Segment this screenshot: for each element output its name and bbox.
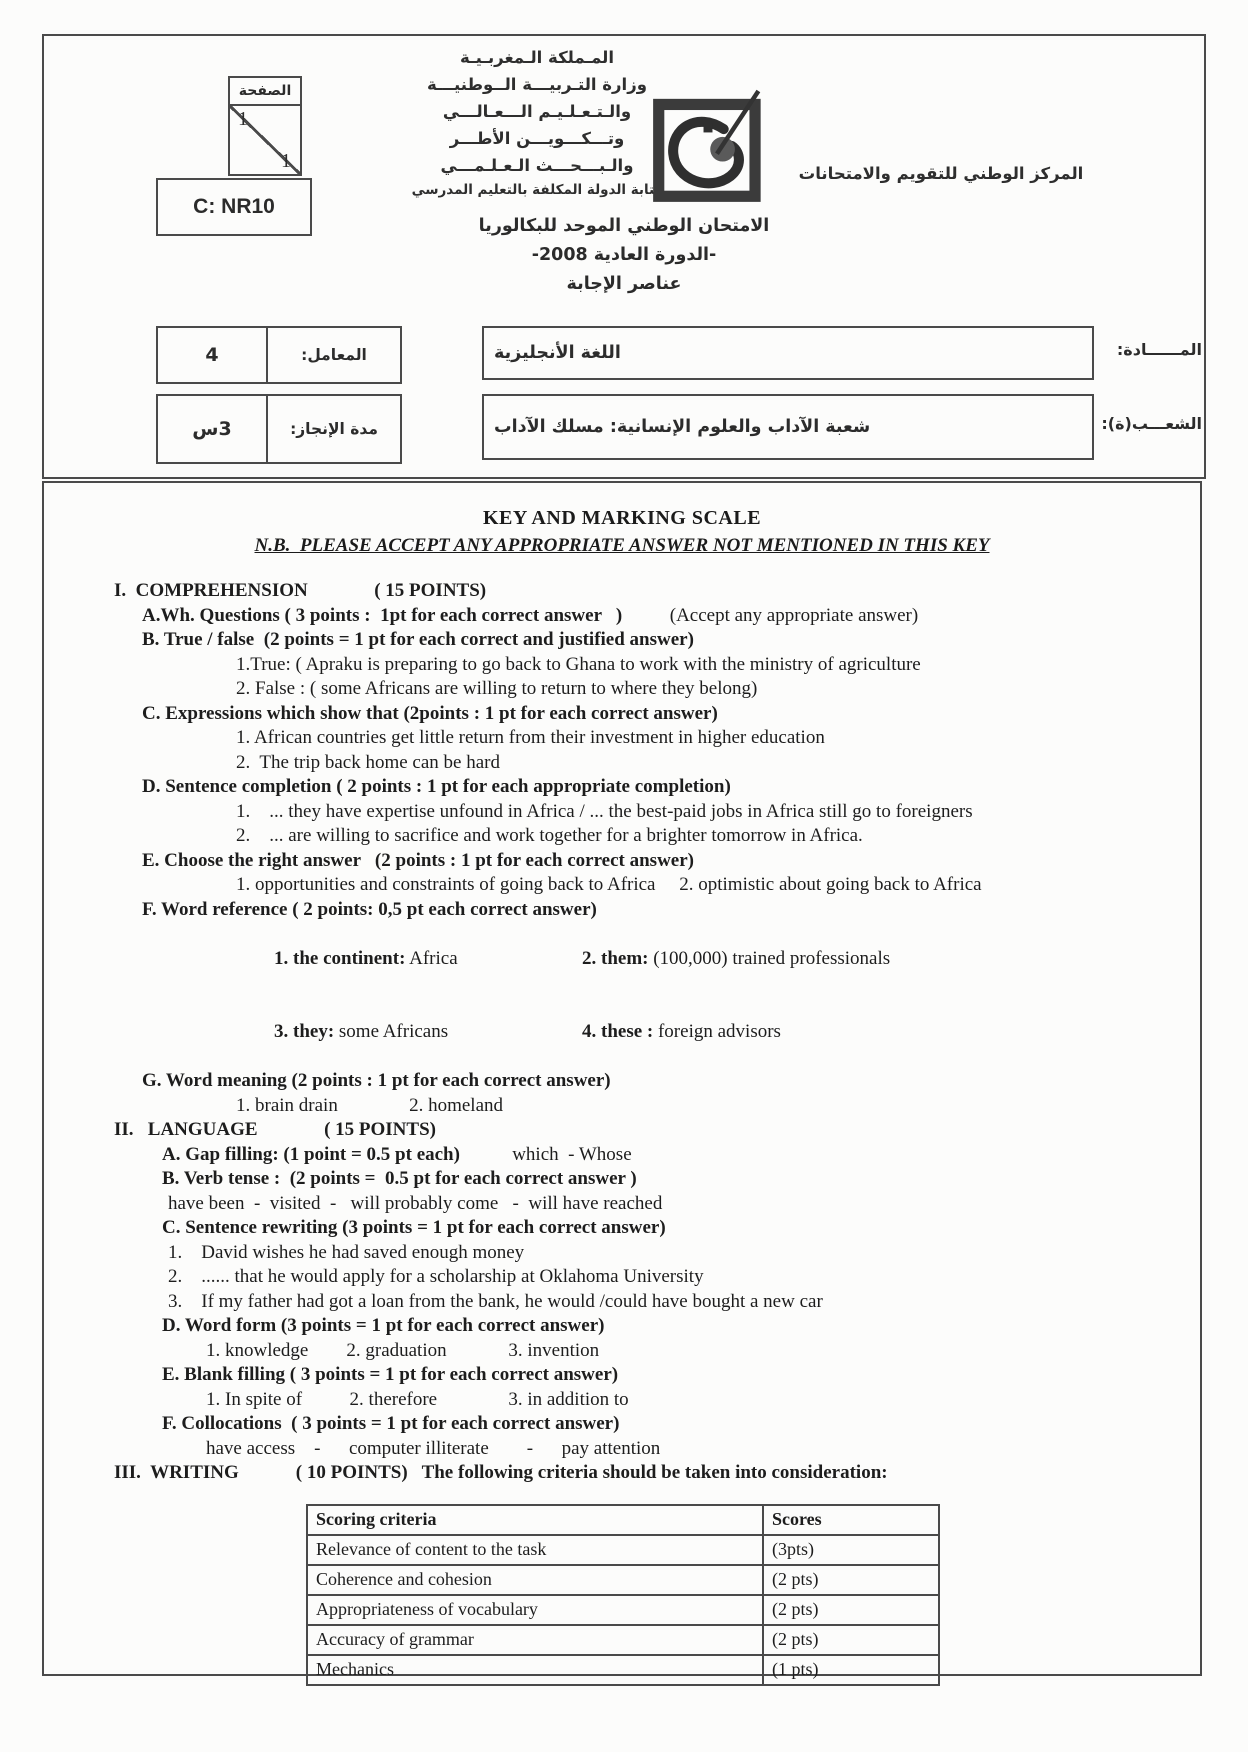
subject-box (482, 326, 1094, 380)
duration-box (156, 394, 402, 464)
org-name: المركز الوطني للتقويم والامتحانات (798, 164, 1084, 183)
ministry-line: وتـــكـــويـــن الأطـــر (449, 129, 625, 148)
table-cell-score: (3pts) (763, 1535, 939, 1565)
exam-title-block (44, 212, 1204, 299)
header-box (42, 34, 1206, 479)
page-number-fraction (230, 106, 300, 174)
key-answer-line: 1. In spite of 2. therefore 3. in addition to (206, 1388, 629, 1410)
coefficient-box (156, 326, 402, 384)
word-reference-row: 3. they: some Africans 4. these : foreign advisors (274, 1021, 781, 1042)
table-row (307, 1655, 939, 1685)
org-logo (652, 88, 764, 206)
key-line: E. Blank filling ( 3 points = 1 pt for each correct answer) (162, 1364, 619, 1385)
page-number-total: 1 (281, 150, 291, 172)
section-language-heading: II. LANGUAGE ( 15 POINTS) (114, 1119, 436, 1140)
subject-label: المــــــادة: (1116, 340, 1202, 359)
table-cell-score: (2 pts) (763, 1595, 939, 1625)
table-header-row (307, 1505, 939, 1535)
ministry-line: والـبـــحـــث الـعـلـمـــي (440, 156, 634, 175)
org-logo-icon (652, 88, 764, 206)
page-number-current: 1 (238, 108, 248, 130)
coefficient-value: 4 (205, 344, 219, 366)
key-answer-line: 1.True: ( Apraku is preparing to go back to Ghana to work with the ministry of agriculture (236, 653, 921, 675)
key-answer-line: 2. ...... that he would apply for a scholarship at Oklahoma University (168, 1266, 704, 1287)
duration-value: 3س (192, 418, 232, 440)
table-row (307, 1625, 939, 1655)
ministry-line: كتابة الدولة المكلفة بالتعليم المدرسي (411, 182, 663, 198)
table-row (307, 1595, 939, 1625)
exam-title-line: الامتحان الوطني الموحد للبكالوريا (478, 216, 770, 236)
subject-value: اللغة الأنجليزية (494, 343, 621, 363)
key-answer-line: 2. False : ( some Africans are willing to return to where they belong) (236, 678, 758, 699)
key-body-box (42, 481, 1202, 1679)
key-line: G. Word meaning (2 points : 1 pt for each correct answer) (142, 1070, 611, 1091)
table-cell-criteria: Accuracy of grammar (307, 1625, 763, 1655)
key-line: D. Sentence completion ( 2 points : 1 pt for each appropriate completion) (142, 776, 731, 797)
table-cell-criteria: Coherence and cohesion (307, 1565, 763, 1595)
writing-scoring-table (306, 1504, 940, 1686)
key-line: F. Word reference ( 2 points: 0,5 pt each correct answer) (142, 898, 597, 920)
key-answer-line: 1. ... they have expertise unfound in Africa / ... the best-paid jobs in Africa still go to foreigners (236, 800, 973, 822)
table-cell-criteria: Appropriateness of vocabulary (307, 1595, 763, 1625)
table-cell-score: (2 pts) (763, 1565, 939, 1595)
section-writing-heading: III. WRITING ( 10 POINTS) The following criteria should be taken into consideration: (114, 1462, 888, 1483)
key-content (44, 579, 1200, 1486)
section-comprehension-heading: I. COMPREHENSION ( 15 POINTS) (114, 580, 487, 601)
table-header-scores: Scores (763, 1505, 939, 1535)
page-number-label: الصفحة (230, 78, 300, 106)
table-cell-criteria: Relevance of content to the task (307, 1535, 763, 1565)
key-answer-line: 3. If my father had got a loan from the bank, he would /could have bought a new car (168, 1290, 823, 1312)
duration-label: مدة الإنجاز: (266, 396, 400, 462)
table-cell-score: (1 pts) (763, 1655, 939, 1685)
exam-code-box: C: NR10 (156, 178, 312, 236)
ministry-line: المـملكة الـمغربـيـة (459, 48, 615, 67)
key-line: D. Word form (3 points = 1 pt for each correct answer) (162, 1315, 605, 1336)
table-row (307, 1535, 939, 1565)
exam-session-line: -الدورة العادية 2008- (531, 245, 717, 265)
key-answer-line: have been - visited - will probably come - will have reached (168, 1192, 663, 1214)
key-line: A.Wh. Questions ( 3 points : 1pt for each correct answer ) (Accept any appropriate answer) (142, 604, 919, 626)
key-answer-line: have access - computer illiterate - pay attention (206, 1437, 661, 1459)
key-line: C. Sentence rewriting (3 points = 1 pt for each correct answer) (162, 1217, 666, 1238)
key-line: F. Collocations ( 3 points = 1 pt for each correct answer) (162, 1413, 620, 1434)
key-answer-line: 1. brain drain 2. homeland (236, 1094, 504, 1116)
key-nb-note: N.B. PLEASE ACCEPT ANY APPROPRIATE ANSWER NOT MENTIONED IN THIS KEY (254, 535, 990, 556)
stream-label: الشعـــب(ة): (1101, 414, 1202, 433)
page-number-box (228, 76, 302, 176)
coefficient-label: المعامل: (266, 328, 400, 382)
ministry-line: وزارة التـربيـــة الــوطنيـــة (427, 75, 647, 94)
ministry-line: والـتـعـلـيـم الـــعـالـــي (442, 102, 632, 121)
key-line: B. True / false (2 points = 1 pt for each correct and justified answer) (142, 629, 694, 650)
table-row (307, 1565, 939, 1595)
key-answer-line: 2. The trip back home can be hard (236, 751, 500, 773)
key-title: KEY AND MARKING SCALE (482, 507, 762, 529)
key-answer-line: 2. ... are willing to sacrifice and work together for a brighter tomorrow in Africa. (236, 825, 863, 846)
key-line: C. Expressions which show that (2points : 1 pt for each correct answer) (142, 702, 718, 724)
stream-box (482, 394, 1094, 460)
stream-value: شعبة الآداب والعلوم الإنسانية: مسلك الآداب (494, 417, 871, 437)
key-line: A. Gap filling: (1 point = 0.5 pt each) which - Whose (162, 1143, 632, 1165)
key-answer-line: 1. African countries get little return from their investment in higher education (236, 727, 825, 748)
answer-elements-line: عناصر الإجابة (566, 274, 682, 294)
key-answer-line: 1. opportunities and constraints of going back to Africa 2. optimistic about going back to Africa (236, 874, 982, 895)
key-line: E. Choose the right answer (2 points : 1 pt for each correct answer) (142, 849, 694, 871)
table-cell-score: (2 pts) (763, 1625, 939, 1655)
table-header-criteria: Scoring criteria (307, 1505, 763, 1535)
word-reference-row: 1. the continent: Africa 2. them: (100,000) trained professionals (274, 947, 891, 969)
key-answer-line: 1. knowledge 2. graduation 3. invention (206, 1339, 600, 1361)
key-answer-line: 1. David wishes he had saved enough money (168, 1241, 525, 1263)
key-line: B. Verb tense : (2 points = 0.5 pt for each correct answer ) (162, 1168, 637, 1189)
table-cell-criteria: Mechanics (307, 1655, 763, 1685)
